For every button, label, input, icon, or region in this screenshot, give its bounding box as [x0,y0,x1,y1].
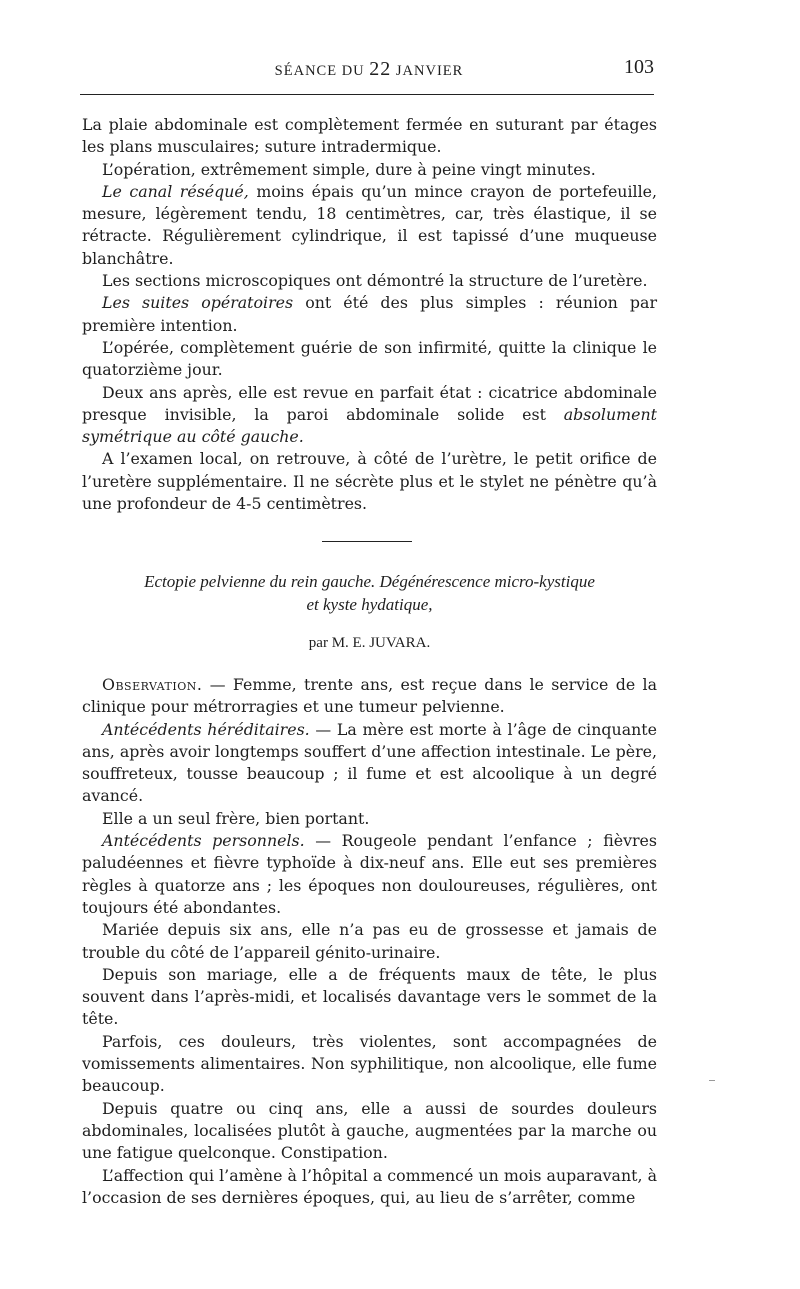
paragraph-text: — La mère est morte à l’âge de cinquante ans, après avoir longtemps souffert d’une affection intestinale. Le père, souffreteux, tousse beaucoup ; il fume et est alcoolique à un degré avancé. [82,719,657,806]
author-byline: par M. E. JUVARA. [308,635,431,651]
paragraph-text: — Femme, trente ans, est reçue dans le service de la clinique pour métrorragies et une tumeur pelvienne. [82,675,657,717]
italic-lead: Le canal réséqué, [102,181,249,201]
paragraph: La plaie abdominale est complètement fermée en suturant par étages les plans musculaires; suture intradermique. [82,115,657,157]
page-header [80,56,658,86]
paragraph: Depuis quatre ou cinq ans, elle a aussi de sourdes douleurs abdominales, localisées plutôt à gauche, augmentées par la marche ou une fatigue quelconque. Constipation. [82,1098,657,1163]
running-title-prefix: SÉANCE DU [274,63,370,79]
section-divider [322,541,412,542]
observation-label: Observation. [102,675,203,694]
running-title-day: 22 [369,58,392,80]
italic-lead: Antécédents personnels. [102,831,305,851]
previous-article-text [82,114,657,515]
paragraph [82,719,657,808]
paragraph-text: Deux ans après, elle est revue en parfait état : cicatrice abdominale presque invisible, la paroi abdominale solide est [82,382,657,424]
paragraph: L’opérée, complètement guérie de son infirmité, quitte la clinique le quatorzième jour. [82,337,657,380]
paragraph: Les sections microscopiques ont démontré la structure de l’uretère. [102,271,648,291]
paragraph-text: ont été des plus simples : réunion par première intention. [82,293,657,335]
paragraph-text: moins épais qu’un mince crayon de portefeuille, mesure, légèrement tendu, 18 centimètres, car, très élastique, il se rétracte. Régulièrement cylindrique, il est tapissé d’une muqueuse blanchâtre. [82,181,657,268]
paragraph: Mariée depuis six ans, elle n’a pas eu de grossesse et jamais de trouble du côté de l’appareil génito-urinaire. [82,920,657,962]
article-body [82,674,657,1209]
paragraph: L’affection qui l’amène à l’hôpital a commencé un mois auparavant, à l’occasion de ses dernières époques, qui, au lieu de s’arrêter, comme [82,1165,657,1207]
paragraph [82,830,657,919]
italic-lead: Les suites opératoires [102,293,294,313]
italic-lead: Antécédents héréditaires. [102,719,310,739]
paragraph [82,292,657,337]
running-title-month: JANVIER [391,63,464,79]
paragraph: A l’examen local, on retrouve, à côté de l’urètre, le petit orifice de l’uretère supplémentaire. Il ne sécrète plus et le stylet ne pénètre qu’à une profondeur de 4-5 centimètres. [82,449,657,514]
page-number: 103 [624,56,654,78]
paragraph: Elle a un seul frère, bien portant. [102,808,370,828]
article-title-line: et kyste hydatique, [306,595,433,614]
running-title [80,58,658,81]
italic-phrase: absolument symétrique au côté gauche. [82,404,657,447]
article-title-line: Ectopie pelvienne du rein gauche. Dégénérescence micro-kystique [144,572,595,591]
paragraph [82,382,657,449]
article-title [82,570,657,616]
margin-mark [709,1080,715,1081]
paragraph: Depuis son mariage, elle a de fréquents maux de tête, le plus souvent dans l’après-midi, et localisés davantage vers le sommet de la tête. [82,964,657,1029]
header-rule [80,94,654,95]
paragraph: Parfois, ces douleurs, très violentes, sont accompagnées de vomissements alimentaires. Non syphilitique, non alcoolique, elle fume beaucoup. [82,1031,657,1096]
paragraph: L’opération, extrêmement simple, dure à peine vingt minutes. [102,159,596,179]
paragraph [82,674,657,719]
paragraph-text: — Rougeole pendant l’enfance ; fièvres paludéennes et fièvre typhoïde à dix-neuf ans. Elle eut ses premières règles à quatorze ans ; les époques non douloureuses, régulières, ont toujours été abondantes. [82,831,658,917]
paragraph [82,181,657,270]
